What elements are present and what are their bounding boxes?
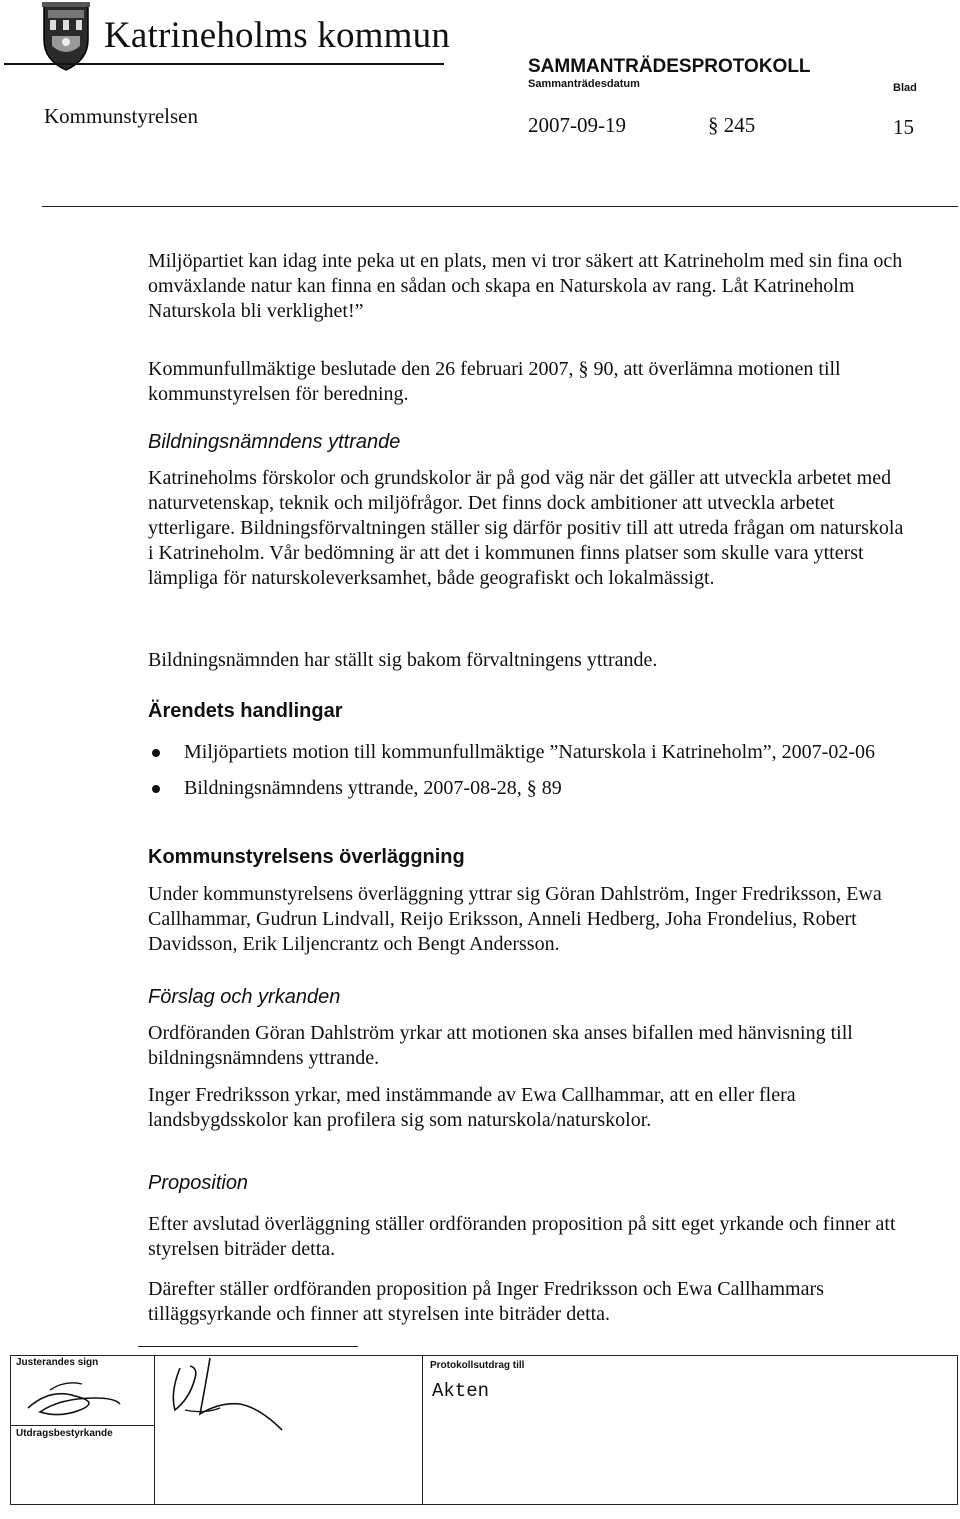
document-type: SAMMANTRÄDESPROTOKOLL [528, 56, 811, 77]
education-paragraph: Katrineholms förskolor och grundskolor är på god väg när det gäller att utveckla arbetet med naturvetenskap, teknik och miljöfrågor. Det finns dock ambitioner att utveckla arbetet ytterligare. Bildningsförvaltningen ställer sig därför positiv till att utreda frågan om naturskola i Katrineholm. Vår bedömning är att det i kommunen finns platser som skulle vara ytterst lämpliga för naturskoleverksamhet, både geografiskt och lokalmässigt. [148, 467, 904, 589]
adjusters-label: Justerandes sign [16, 1357, 99, 1368]
document-item-1: Miljöpartiets motion till kommunfullmäktige ”Naturskola i Katrineholm”, 2007-02-06 [184, 741, 875, 763]
signature-2 [150, 1348, 290, 1438]
meeting-date-label: Sammanträdesdatum [528, 78, 640, 90]
quote-paragraph: Miljöpartiet kan idag inte peka ut en plats, men vi tror säkert att Katrineholm med sin fina och omväxlande natur kan finna en sådan och skapa en Naturskola av rang. Låt Katrineholm Naturskola bli verklighet!” [148, 250, 903, 322]
document-item-2: Bildningsnämndens yttrande, 2007-08-28, § 89 [184, 777, 562, 799]
excerpt-to-label: Protokollsutdrag till [430, 1360, 525, 1371]
education-heading: Bildningsnämndens yttrande [148, 431, 401, 453]
bullet-icon [152, 749, 160, 757]
municipality-name: Katrineholms kommun [104, 15, 451, 56]
proposition-heading: Proposition [148, 1172, 249, 1194]
council-paragraph: Kommunfullmäktige beslutade den 26 februari 2007, § 90, att överlämna motionen till kommunstyrelsen för beredning. [148, 358, 841, 405]
sheet-label: Blad [893, 82, 917, 94]
proposition-1: Efter avslutad överläggning ställer ordföranden proposition på sitt eget yrkande och finner att styrelsen biträder detta. [148, 1213, 896, 1260]
bullet-icon [152, 785, 160, 793]
body-name: Kommunstyrelsen [44, 104, 198, 128]
signature-right-divider [422, 1355, 423, 1505]
section-number: § 245 [708, 113, 756, 137]
proposal-1: Ordföranden Göran Dahlström yrkar att motionen ska anses bifallen med hänvisning till bildningsnämndens yttrande. [148, 1022, 853, 1069]
signature-1 [20, 1368, 130, 1428]
proposition-2: Därefter ställer ordföranden proposition på Inger Fredriksson och Ewa Callhammars tilläggsyrkande och finner att styrelsen inte biträder detta. [148, 1278, 824, 1325]
list-item [148, 776, 888, 801]
list-item [148, 740, 888, 765]
deliberation-heading: Kommunstyrelsens överläggning [148, 846, 465, 868]
excerpt-recipient: Akten [432, 1380, 490, 1402]
excerpt-certifier-label: Utdragsbestyrkande [16, 1428, 113, 1439]
proposal-2: Inger Fredriksson yrkar, med instämmande av Ewa Callhammar, att en eller flera landsbygdsskolor kan profilera sig som naturskola/naturskolor. [148, 1084, 796, 1131]
documents-list [148, 740, 888, 812]
separator-rule [42, 206, 958, 207]
footer-rule [138, 1346, 358, 1347]
deliberation-paragraph: Under kommunstyrelsens överläggning yttrar sig Göran Dahlström, Inger Fredriksson, Ewa Callhammar, Gudrun Lindvall, Reijo Eriksson, Anneli Hedberg, Joha Frondelius, Robert Davidsson, Erik Liljencrantz och Bengt Andersson. [148, 883, 882, 955]
documents-heading: Ärendets handlingar [148, 700, 343, 722]
sheet-number: 15 [893, 115, 914, 139]
education-support: Bildningsnämnden har ställt sig bakom förvaltningens yttrande. [148, 649, 658, 671]
proposals-heading: Förslag och yrkanden [148, 986, 341, 1008]
meeting-date: 2007-09-19 [528, 113, 626, 137]
coat-of-arms-icon [38, 2, 94, 72]
header-rule [4, 63, 444, 65]
